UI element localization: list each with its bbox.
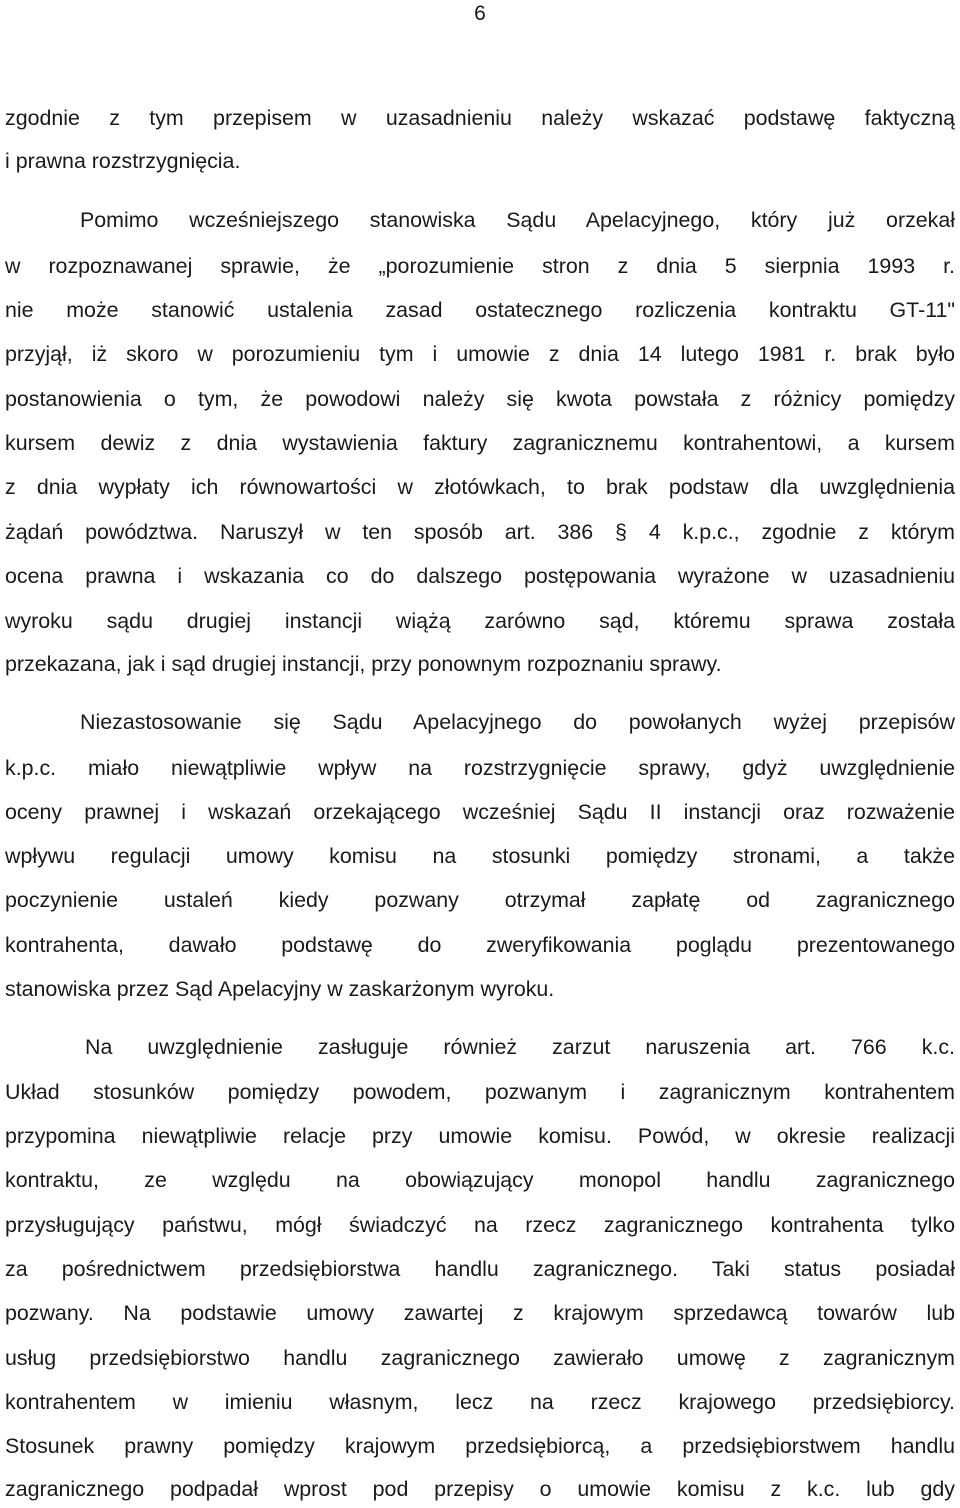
text-line: k.p.c. miało niewątpliwie wpływ na rozstrzygnięcie sprawy, gdyż uwzględnienie [5,756,955,780]
text-line: przyjął, iż skoro w porozumieniu tym i umowie z dnia 14 lutego 1981 r. brak było [5,342,955,366]
text-line: Stosunek prawny pomiędzy krajowym przedsiębiorcą, a przedsiębiorstwem handlu [5,1434,955,1458]
text-line: Niezastosowanie się Sądu Apelacyjnego do powołanych wyżej przepisów [80,710,955,734]
text-line: poczynienie ustaleń kiedy pozwany otrzymał zapłatę od zagranicznego [5,888,955,912]
text-line: postanowienia o tym, że powodowi należy się kwota powstała z różnicy pomiędzy [5,387,955,411]
text-line: przekazana, jak i sąd drugiej instancji, przy ponownym rozpoznaniu sprawy. [5,652,722,676]
text-line: kursem dewiz z dnia wystawienia faktury zagranicznemu kontrahentowi, a kursem [5,431,955,455]
text-line: oceny prawnej i wskazań orzekającego wcześniej Sądu II instancji oraz rozważenie [5,800,955,824]
text-line: Pomimo wcześniejszego stanowiska Sądu Apelacyjnego, który już orzekał [80,208,955,232]
text-line: kontrahentem w imieniu własnym, lecz na rzecz krajowego przedsiębiorcy. [5,1390,955,1414]
text-line: za pośrednictwem przedsiębiorstwa handlu zagranicznego. Taki status posiadał [5,1257,955,1281]
text-line: zgodnie z tym przepisem w uzasadnieniu należy wskazać podstawę faktyczną [5,106,955,130]
text-line: ocena prawna i wskazania co do dalszego postępowania wyrażone w uzasadnieniu [5,564,955,588]
text-line: zagranicznego podpadał wprost pod przepisy o umowie komisu z k.c. lub gdy [5,1477,955,1501]
text-line: wyroku sądu drugiej instancji wiążą zarówno sąd, któremu sprawa została [5,609,955,633]
text-line: stanowiska przez Sąd Apelacyjny w zaskarżonym wyroku. [5,977,555,1001]
text-line: żądań powództwa. Naruszył w ten sposób art. 386 § 4 k.p.c., zgodnie z którym [5,520,955,544]
text-line: w rozpoznawanej sprawie, że „porozumienie stron z dnia 5 sierpnia 1993 r. [5,254,955,278]
text-line: nie może stanowić ustalenia zasad ostatecznego rozliczenia kontraktu GT-11" [5,298,955,322]
text-line: usług przedsiębiorstwo handlu zagranicznego zawierało umowę z zagranicznym [5,1346,955,1370]
text-line: i prawna rozstrzygnięcia. [5,149,241,173]
text-line: przysługujący państwu, mógł świadczyć na rzecz zagranicznego kontrahenta tylko [5,1213,955,1237]
text-line: z dnia wypłaty ich równowartości w złotówkach, to brak podstaw dla uwzględnienia [5,475,955,499]
text-line: kontrahenta, dawało podstawę do zweryfikowania poglądu prezentowanego [5,933,955,957]
text-line: wpływu regulacji umowy komisu na stosunki pomiędzy stronami, a także [5,844,955,868]
page-number: 6 [474,2,486,25]
text-line: Na uwzględnienie zasługuje również zarzut naruszenia art. 766 k.c. [85,1035,955,1059]
text-line: Układ stosunków pomiędzy powodem, pozwanym i zagranicznym kontrahentem [5,1080,955,1104]
text-line: przypomina niewątpliwie relacje przy umowie komisu. Powód, w okresie realizacji [5,1124,955,1148]
text-line: kontraktu, ze względu na obowiązujący monopol handlu zagranicznego [5,1168,955,1192]
text-line: pozwany. Na podstawie umowy zawartej z krajowym sprzedawcą towarów lub [5,1301,955,1325]
